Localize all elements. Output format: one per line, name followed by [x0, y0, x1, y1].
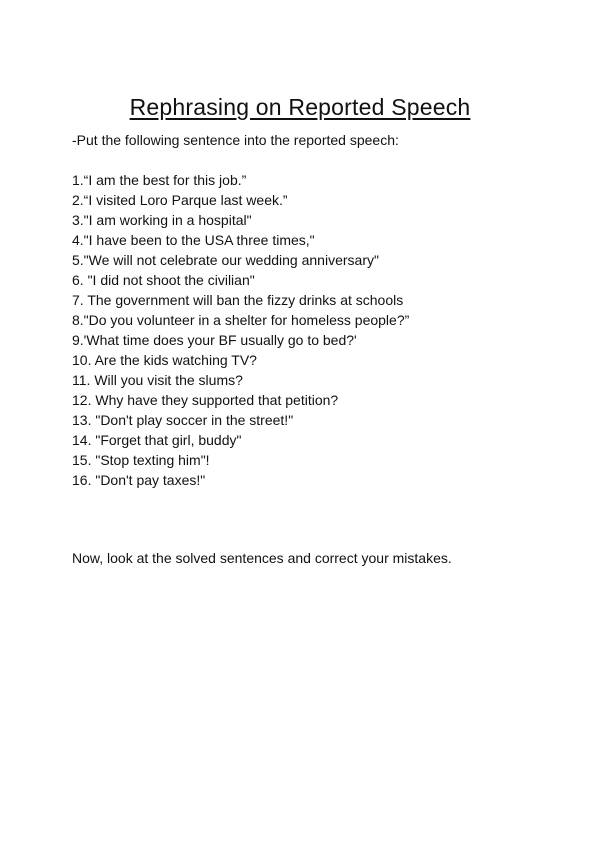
- list-item: 9.'What time does your BF usually go to bed?': [72, 332, 357, 348]
- list-item: 7. The government will ban the fizzy drinks at schools: [72, 292, 404, 308]
- list-item: 8."Do you volunteer in a shelter for homeless people?”: [72, 312, 410, 328]
- list-item: 6. "I did not shoot the civilian": [72, 272, 255, 288]
- list-item: 10. Are the kids watching TV?: [72, 352, 257, 368]
- list-item: 1.“I am the best for this job.”: [72, 172, 247, 188]
- list-item: 2.“I visited Loro Parque last week.”: [72, 192, 288, 208]
- list-item: 16. "Don't pay taxes!": [72, 472, 206, 488]
- list-item: 5."We will not celebrate our wedding anniversary": [72, 252, 379, 268]
- list-item: 14. "Forget that girl, buddy": [72, 432, 242, 448]
- document-title: Rephrasing on Reported Speech: [129, 94, 471, 120]
- instruction-text: -Put the following sentence into the reported speech:: [72, 132, 399, 148]
- list-item: 3."I am working in a hospital": [72, 212, 252, 228]
- list-item: 13. "Don't play soccer in the street!": [72, 412, 294, 428]
- list-item: 12. Why have they supported that petition?: [72, 392, 339, 408]
- closing-note: Now, look at the solved sentences and correct your mistakes.: [72, 550, 452, 566]
- sentence-list: [72, 170, 409, 490]
- list-item: 4."I have been to the USA three times,": [72, 232, 315, 248]
- list-item: 11. Will you visit the slums?: [72, 372, 243, 388]
- list-item: 15. "Stop texting him"!: [72, 452, 210, 468]
